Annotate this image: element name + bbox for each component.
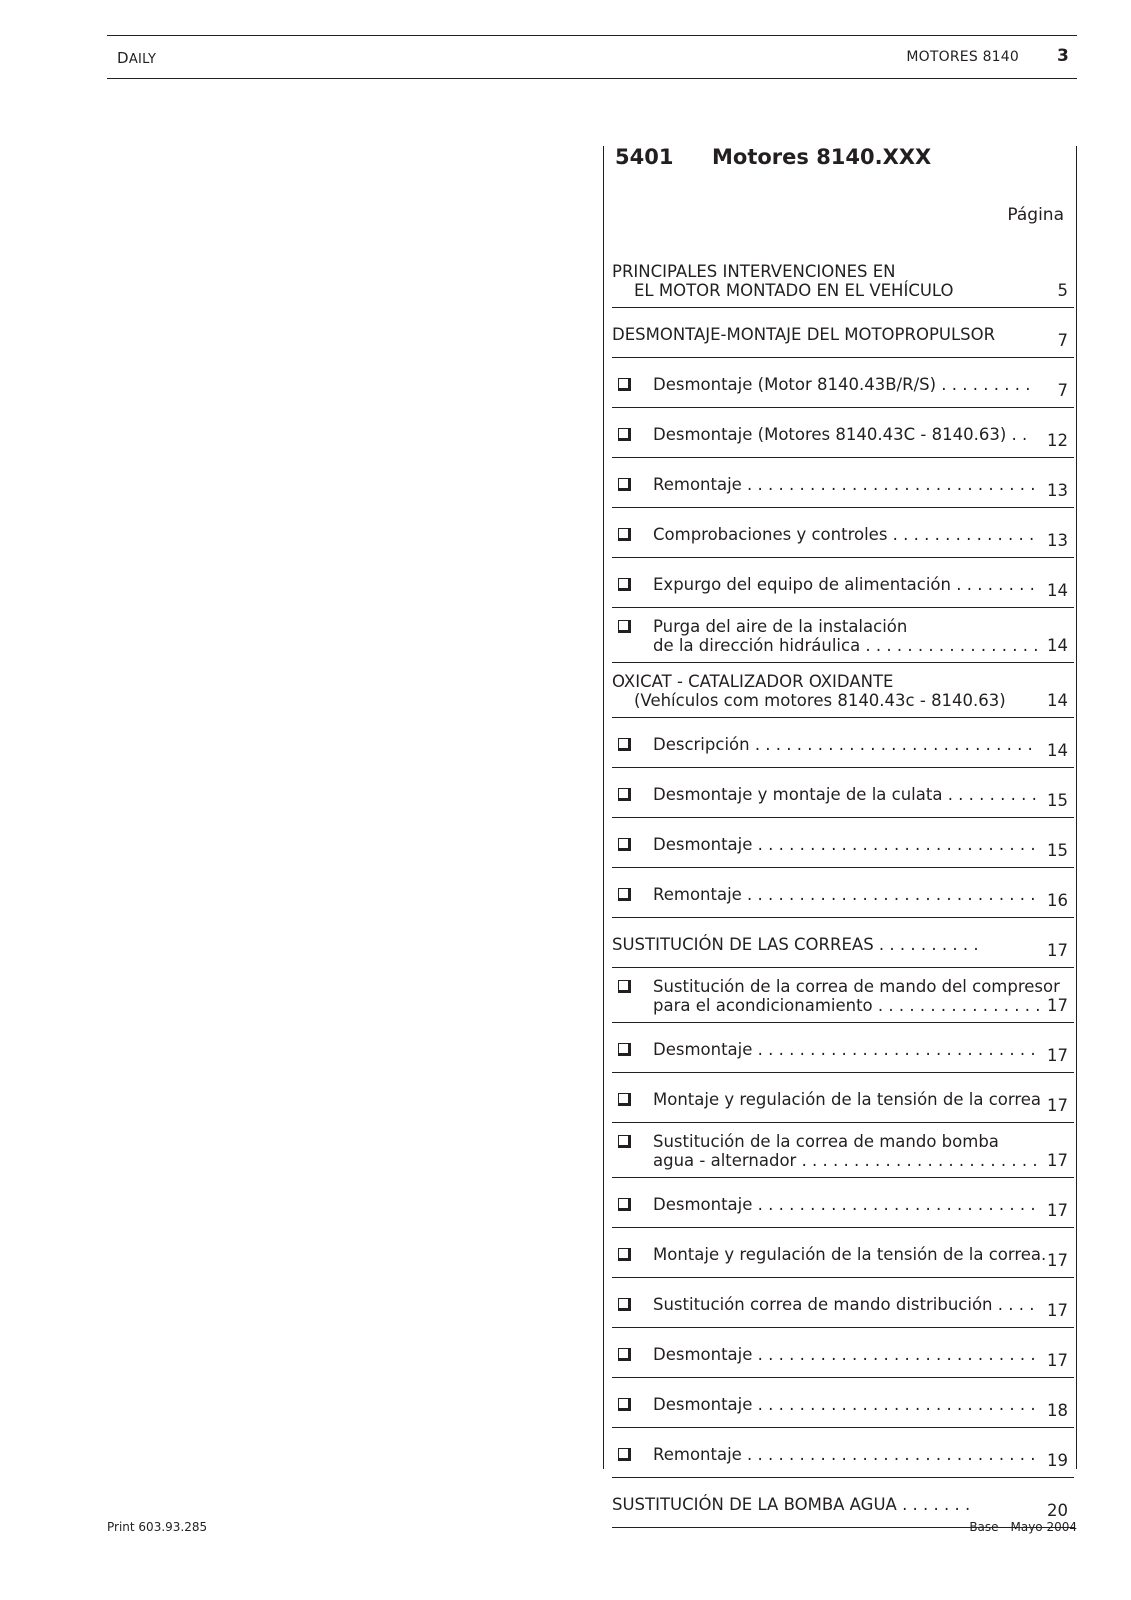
toc-entry-page: 17: [1047, 1046, 1068, 1065]
toc-entry: [612, 1178, 1074, 1228]
toc-entry-line: Desmontaje . . . . . . . . . . . . . . . . . . . . . . . . . . .: [653, 1195, 1036, 1214]
toc-entry-title: [612, 1245, 1074, 1264]
toc-entry-page: 17: [1047, 1251, 1068, 1270]
toc-entry-line: Descripción . . . . . . . . . . . . . . . . . . . . . . . . . . .: [653, 735, 1033, 754]
toc-entry-page: 13: [1047, 481, 1068, 500]
header-rule-top: [107, 35, 1077, 36]
toc-entry: [612, 1073, 1074, 1123]
toc-entry: [612, 768, 1074, 818]
toc-entry-line: DESMONTAJE-MONTAJE DEL MOTOPROPULSOR: [612, 325, 996, 344]
toc-entry-line: Desmontaje . . . . . . . . . . . . . . . . . . . . . . . . . . .: [653, 1395, 1036, 1414]
toc-entry: [612, 718, 1074, 768]
toc-entry-line: (Vehículos com motores 8140.43c - 8140.63): [634, 691, 1006, 710]
toc-entry-page: 17: [1047, 1351, 1068, 1370]
table-of-contents: [612, 253, 1074, 1528]
toc-entry-line: OXICAT - CATALIZADOR OXIDANTE: [612, 672, 894, 691]
toc-entry-line: Remontaje . . . . . . . . . . . . . . . . . . . . . . . . . . . .: [653, 475, 1036, 494]
toc-entry-page: 14: [1047, 636, 1068, 655]
toc-entry: [612, 1428, 1074, 1478]
toc-entry-page: 14: [1047, 741, 1068, 760]
toc-entry-line: Comprobaciones y controles . . . . . . . . . . . . . .: [653, 525, 1035, 544]
toc-entry-line: Desmontaje . . . . . . . . . . . . . . . . . . . . . . . . . . .: [653, 1040, 1036, 1059]
toc-entry-page: 15: [1047, 841, 1068, 860]
toc-entry: [612, 1328, 1074, 1378]
toc-entry-title: [612, 1195, 1074, 1214]
toc-entry-title: [612, 1445, 1074, 1464]
toc-entry-page: 19: [1047, 1451, 1068, 1470]
toc-entry-page: 17: [1047, 1096, 1068, 1115]
toc-entry: [612, 918, 1074, 968]
toc-entry-title: [612, 617, 1074, 655]
toc-entry-line: Remontaje . . . . . . . . . . . . . . . . . . . . . . . . . . . .: [653, 885, 1036, 904]
toc-entry-title: [612, 1132, 1074, 1170]
toc-entry-line: Montaje y regulación de la tensión de la correa: [653, 1090, 1042, 1109]
toc-entry-page: 20: [1047, 1501, 1068, 1520]
toc-entry-title: [612, 977, 1074, 1015]
toc-entry-title: [612, 935, 1074, 954]
toc-entry: [612, 1228, 1074, 1278]
header-vehicle-rest: AILY: [128, 52, 157, 67]
toc-entry: [612, 408, 1074, 458]
toc-entry: [612, 663, 1074, 718]
toc-entry-line: Remontaje . . . . . . . . . . . . . . . . . . . . . . . . . . . .: [653, 1445, 1036, 1464]
toc-entry-title: [612, 475, 1074, 494]
toc-entry-title: [612, 1495, 1074, 1514]
toc-entry-line: PRINCIPALES INTERVENCIONES EN: [612, 262, 896, 281]
toc-entry-title: [612, 672, 1074, 710]
header-section-name: MOTORES 8140: [906, 49, 1019, 65]
toc-entry: [612, 868, 1074, 918]
toc-entry-title: [612, 375, 1074, 394]
toc-entry-title: [612, 1040, 1074, 1059]
footer-print-code: Print 603.93.285: [107, 1520, 208, 1534]
toc-entry: [612, 1123, 1074, 1178]
toc-entry-line: SUSTITUCIÓN DE LAS CORREAS . . . . . . . . . .: [612, 935, 979, 954]
toc-entry-page: 17: [1047, 941, 1068, 960]
toc-entry-title: [612, 262, 1074, 300]
section-number: 5401: [615, 145, 674, 169]
page-column-label: Página: [1007, 205, 1064, 225]
toc-border-left: [603, 146, 604, 1469]
toc-entry-title: [612, 1345, 1074, 1364]
toc-entry-page: 15: [1047, 791, 1068, 810]
toc-entry-page: 17: [1047, 996, 1068, 1015]
toc-entry-line: Desmontaje (Motores 8140.43C - 8140.63) . .: [653, 425, 1028, 444]
toc-entry-page: 17: [1047, 1301, 1068, 1320]
toc-entry: [612, 968, 1074, 1023]
toc-entry: [612, 558, 1074, 608]
toc-entry-page: 18: [1047, 1401, 1068, 1420]
toc-entry-title: [612, 575, 1074, 594]
toc-entry-title: [612, 735, 1074, 754]
toc-entry: [612, 1023, 1074, 1073]
toc-entry-line: Sustitución correa de mando distribución . . . .: [653, 1295, 1035, 1314]
header-vehicle-initial: D: [117, 49, 129, 67]
toc-entry: [612, 308, 1074, 358]
toc-entry-page: 17: [1047, 1151, 1068, 1170]
header-rule-bottom: [107, 78, 1077, 79]
toc-entry: [612, 1378, 1074, 1428]
toc-entry-page: 13: [1047, 531, 1068, 550]
toc-entry-line: agua - alternador . . . . . . . . . . . . . . . . . . . . . . .: [653, 1151, 1038, 1170]
toc-entry-title: [612, 835, 1074, 854]
toc-entry-line: Expurgo del equipo de alimentación . . . . . . . .: [653, 575, 1035, 594]
toc-entry-line: para el acondicionamiento . . . . . . . . . . . . . . . .: [653, 996, 1041, 1015]
section-title: Motores 8140.XXX: [712, 145, 932, 169]
toc-entry: [612, 608, 1074, 663]
toc-entry-page: 14: [1047, 691, 1068, 710]
toc-entry: [612, 1278, 1074, 1328]
toc-entry-line: Desmontaje y montaje de la culata . . . . . . . . .: [653, 785, 1037, 804]
toc-entry-page: 5: [1057, 281, 1068, 300]
toc-entry-title: [612, 325, 1074, 344]
toc-entry-page: 7: [1057, 331, 1068, 350]
toc-entry: [612, 358, 1074, 408]
toc-entry-title: [612, 425, 1074, 444]
toc-entry-line: Desmontaje . . . . . . . . . . . . . . . . . . . . . . . . . . .: [653, 835, 1036, 854]
toc-border-right: [1076, 146, 1077, 1469]
toc-entry-line: Purga del aire de la instalación: [653, 617, 908, 636]
toc-entry-title: [612, 885, 1074, 904]
toc-entry-line: Desmontaje . . . . . . . . . . . . . . . . . . . . . . . . . . .: [653, 1345, 1036, 1364]
toc-entry: [612, 818, 1074, 868]
toc-entry-line: Sustitución de la correa de mando bomba: [653, 1132, 999, 1151]
footer-edition: Base - Mayo 2004: [969, 1520, 1077, 1534]
toc-entry-line: Desmontaje (Motor 8140.43B/R/S) . . . . . . . . .: [653, 375, 1031, 394]
toc-entry-page: 14: [1047, 581, 1068, 600]
header-page-number: 3: [1057, 46, 1069, 66]
header-vehicle-name: [117, 49, 156, 67]
toc-entry-line: SUSTITUCIÓN DE LA BOMBA AGUA . . . . . . .: [612, 1495, 971, 1514]
toc-entry-title: [612, 1395, 1074, 1414]
toc-entry-line: de la dirección hidráulica . . . . . . . . . . . . . . . . .: [653, 636, 1039, 655]
toc-entry-page: 16: [1047, 891, 1068, 910]
toc-entry-title: [612, 525, 1074, 544]
toc-entry-line: Montaje y regulación de la tensión de la correa.: [653, 1245, 1047, 1264]
toc-entry-page: 7: [1057, 381, 1068, 400]
toc-entry-line: EL MOTOR MONTADO EN EL VEHÍCULO: [634, 281, 954, 300]
toc-entry-title: [612, 1090, 1074, 1109]
toc-entry: [612, 508, 1074, 558]
toc-entry: [612, 253, 1074, 308]
toc-entry-page: 17: [1047, 1201, 1068, 1220]
toc-entry-title: [612, 1295, 1074, 1314]
toc-entry: [612, 458, 1074, 508]
toc-entry-page: 12: [1047, 431, 1068, 450]
toc-entry-title: [612, 785, 1074, 804]
toc-entry-line: Sustitución de la correa de mando del compresor: [653, 977, 1060, 996]
